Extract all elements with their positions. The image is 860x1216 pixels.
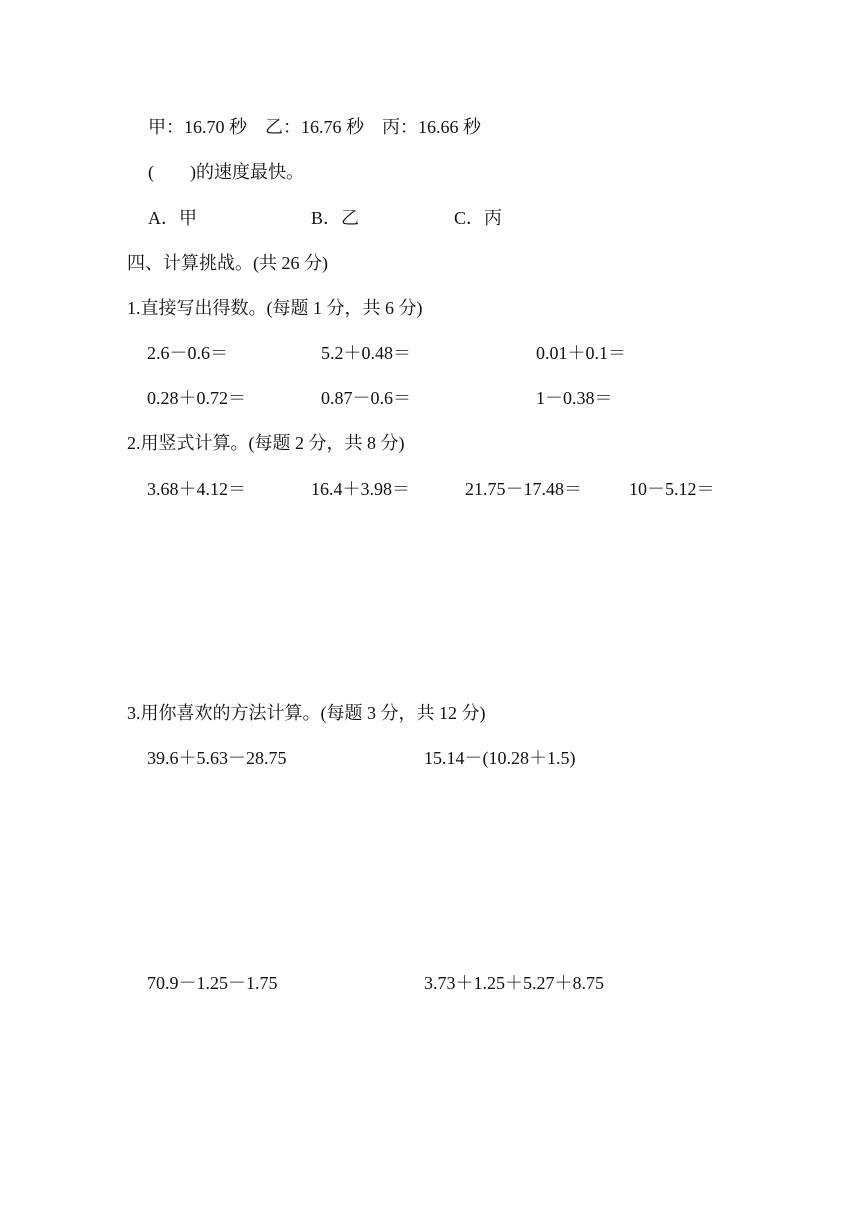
part1-title: 1.直接写出得数。(每题 1 分，共 6 分)	[127, 298, 423, 318]
problem: 21.75－17.48＝	[465, 479, 582, 499]
part3-title: 3.用你喜欢的方法计算。(每题 3 分，共 12 分)	[127, 703, 486, 723]
option-b: B．乙	[311, 208, 360, 228]
option-c: C．丙	[454, 208, 503, 228]
question-fastest: ( )的速度最快。	[148, 162, 304, 182]
race-times: 甲：16.70 秒 乙：16.76 秒 丙：16.66 秒	[148, 117, 481, 137]
problem: 0.87－0.6＝	[321, 388, 411, 408]
problem: 5.2＋0.48＝	[321, 343, 411, 363]
problem: 0.01＋0.1＝	[536, 343, 626, 363]
problem: 0.28＋0.72＝	[147, 388, 246, 408]
problem: 1－0.38＝	[536, 388, 613, 408]
problem: 3.73＋1.25＋5.27＋8.75	[424, 973, 604, 993]
problem: 3.68＋4.12＝	[147, 479, 246, 499]
section-4-title: 四、计算挑战。(共 26 分)	[127, 253, 328, 273]
option-a: A．甲	[148, 208, 197, 228]
problem: 15.14－(10.28＋1.5)	[424, 748, 576, 768]
problem: 39.6＋5.63－28.75	[147, 748, 287, 768]
problem: 70.9－1.25－1.75	[147, 973, 278, 993]
problem: 2.6－0.6＝	[147, 343, 228, 363]
part2-title: 2.用竖式计算。(每题 2 分，共 8 分)	[127, 433, 405, 453]
problem: 10－5.12＝	[629, 479, 715, 499]
problem: 16.4＋3.98＝	[311, 479, 410, 499]
